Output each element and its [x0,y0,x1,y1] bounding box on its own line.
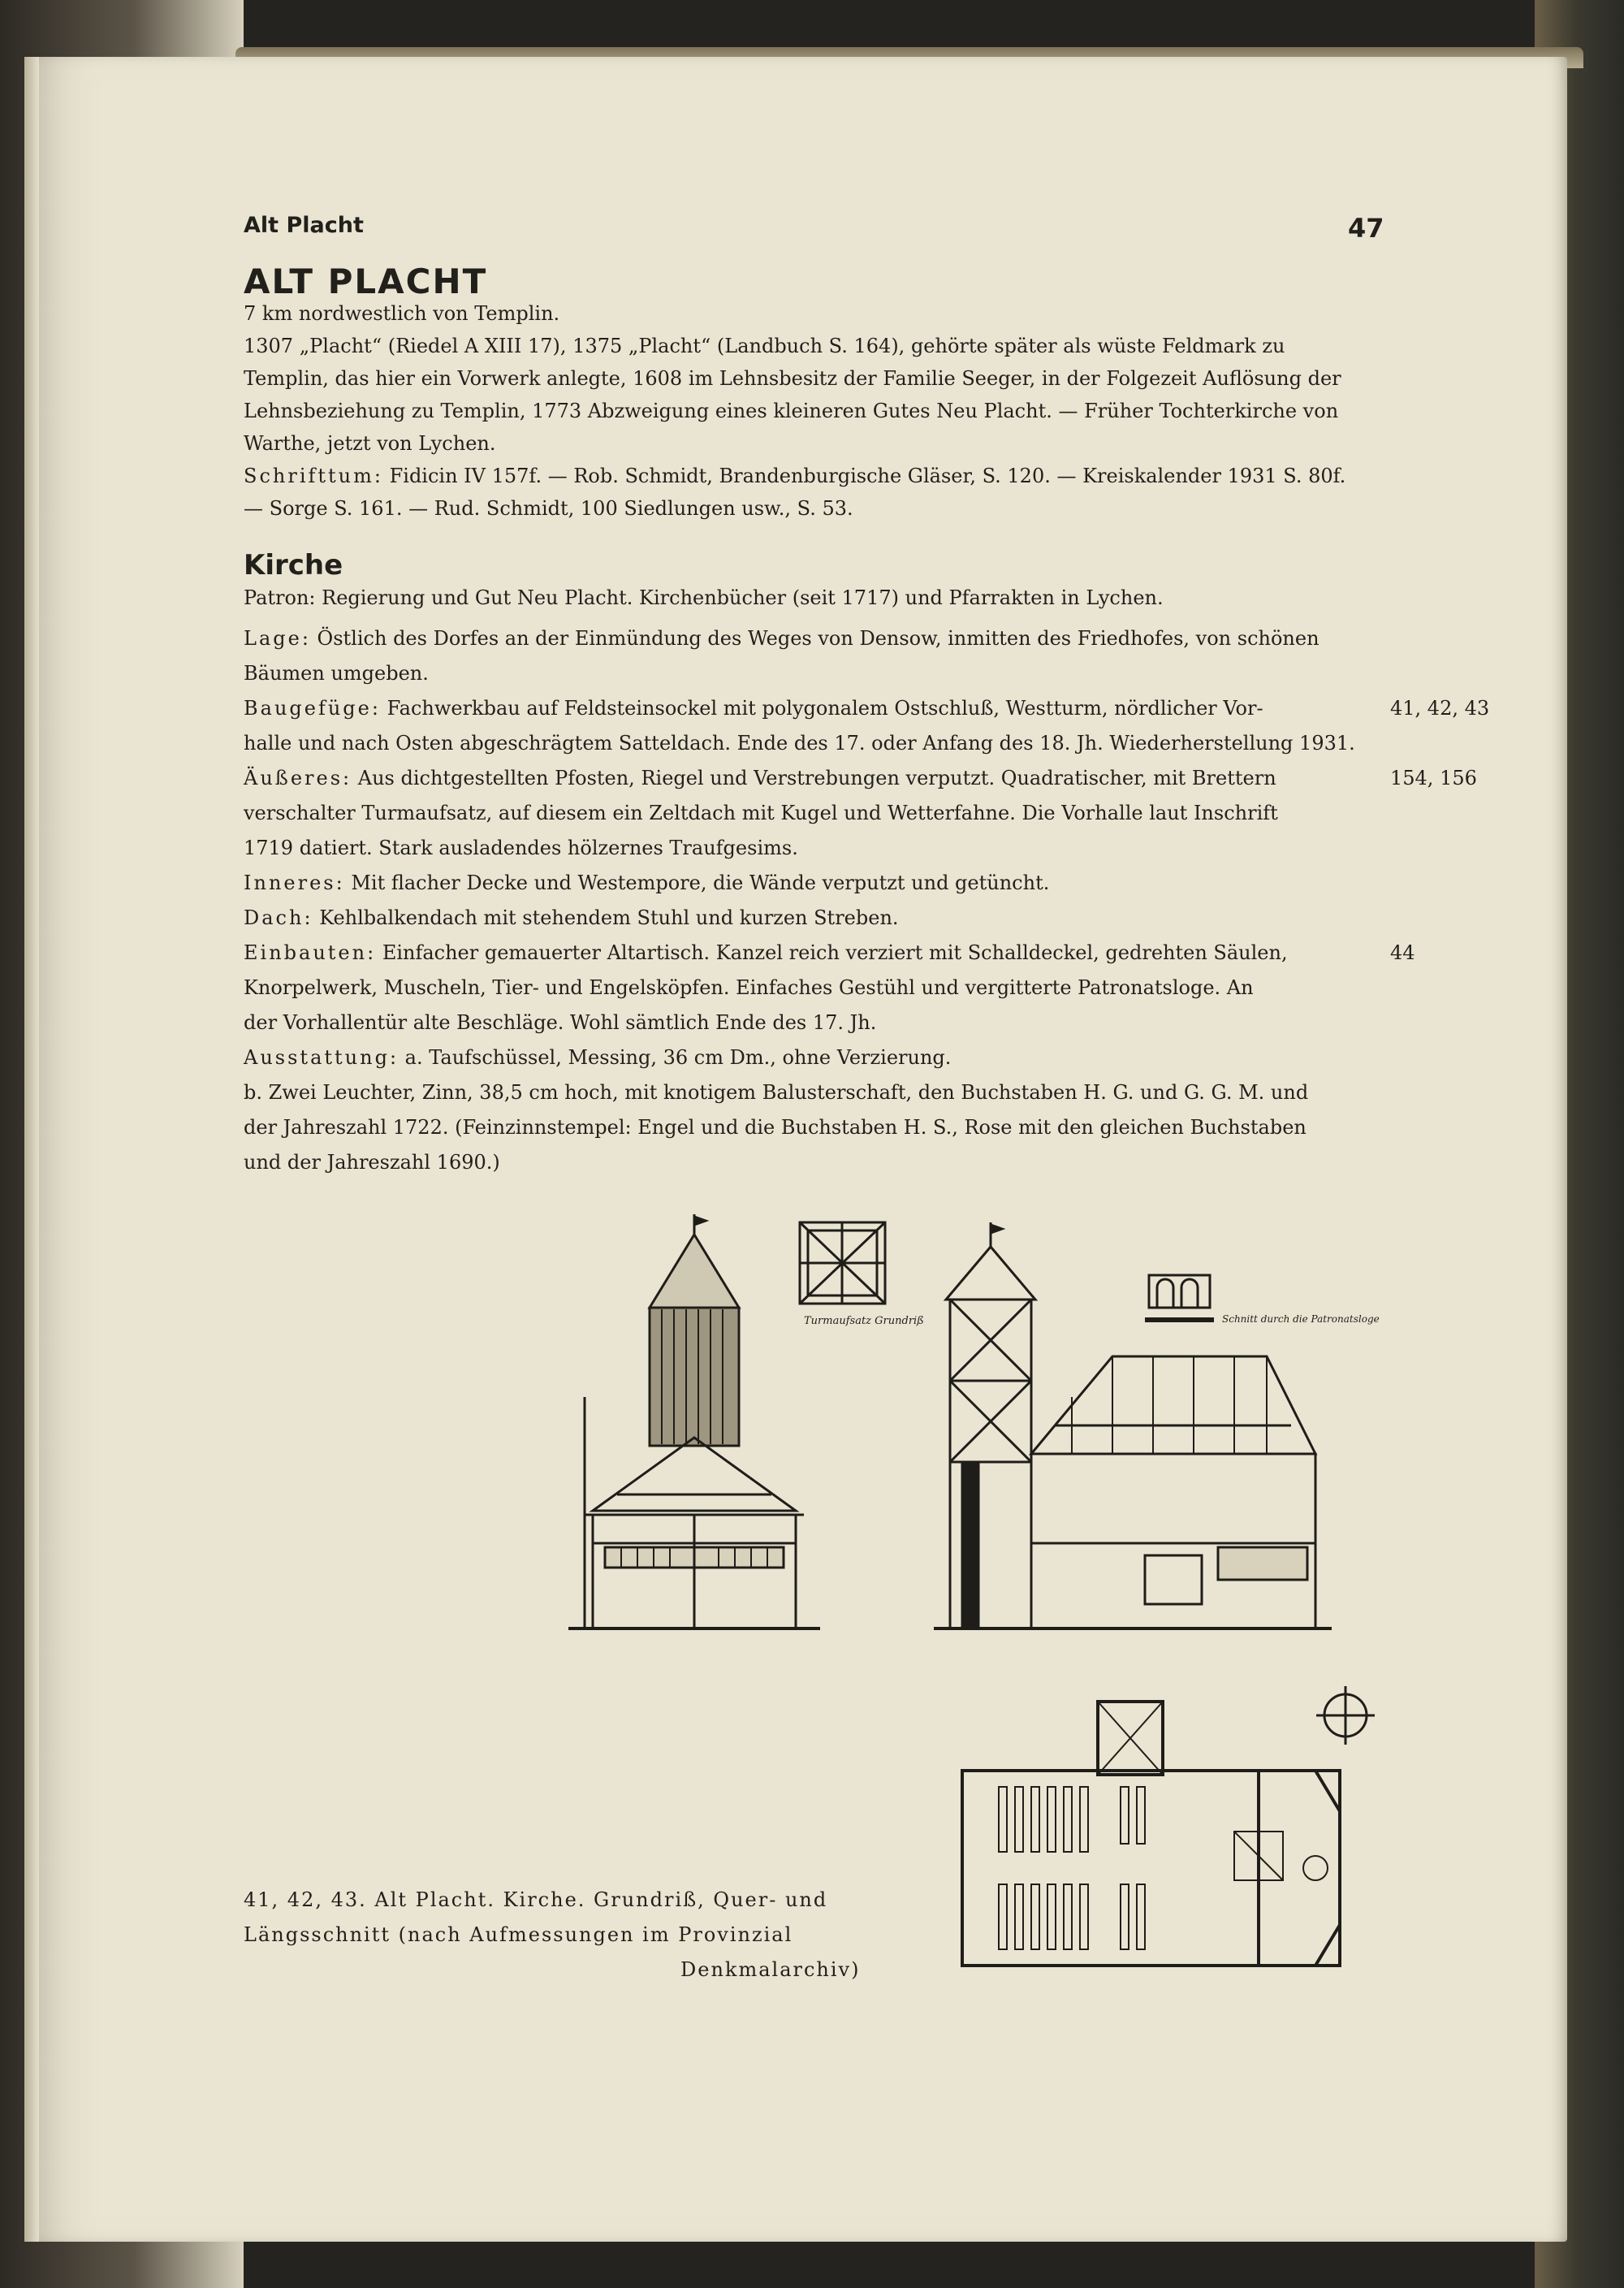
entry-text: Einfacher gemauerter Altartisch. Kanzel reich verziert mit Schalldeckel, gedrehten Säulen, [382,941,1288,964]
intro-line: Templin, das hier ein Vorwerk anlegte, 1608 im Lehnsbesitz der Familie Seeger, in der Folgezeit Auflösung der [244,367,1341,390]
entry-text: 1719 datiert. Stark ausladendes hölzernes Traufgesims. [244,837,798,859]
cross-section-drawing [568,1214,820,1628]
figure-caption-line: 41, 42, 43. Alt Placht. Kirche. Grundriß, Quer- und [244,1888,828,1911]
north-arrow-icon [1316,1686,1375,1745]
entry-text: b. Zwei Leuchter, Zinn, 38,5 cm hoch, mit knotigem Balusterschaft, den Buchstaben H. G. und G. G. M. und [244,1081,1309,1104]
literature-label: Schrifttum: [244,465,383,487]
entry-text: verschalter Turmaufsatz, auf diesem ein Zeltdach mit Kugel und Wetterfahne. Die Vorhalle laut Inschrift [244,802,1278,824]
running-header: Alt Placht [244,213,364,238]
intro-line: 1307 „Placht“ (Riedel A XIII 17), 1375 „Placht“ (Landbuch S. 164), gehörte später als wüste Feldmark zu [244,335,1285,357]
floor-plan-drawing [962,1702,1340,1966]
section-heading: Kirche [244,549,343,582]
page-number: 47 [1348,213,1384,244]
entry-label: Einbauten: [244,941,377,964]
entry-text: der Vorhallentür alte Beschläge. Wohl sämtlich Ende des 17. Jh. [244,1011,877,1034]
entry-text: Fachwerkbau auf Feldsteinsockel mit polygonalem Ostschluß, Westturm, nördlicher Vor- [387,697,1263,720]
intro-line: 7 km nordwestlich von Templin. [244,302,560,325]
entry-text: Mit flacher Decke und Westempore, die Wände verputzt und getüncht. [351,872,1050,894]
tower-plan-label: Turmaufsatz Grundriß [804,1315,924,1327]
page-title: ALT PLACHT [244,262,488,301]
tower-plan-drawing [800,1222,885,1304]
entry-text: Östlich des Dorfes an der Einmündung des Weges von Densow, inmitten des Friedhofes, von schönen [317,627,1320,650]
longitudinal-section-drawing [934,1222,1332,1628]
entry-text: Aus dichtgestellten Pfosten, Riegel und Verstrebungen verputzt. Quadratischer, mit Brettern [357,767,1276,789]
margin-ref: 154, 156 [1390,767,1477,789]
entry-label: Ausstattung: [244,1046,400,1069]
intro-line: Warthe, jetzt von Lychen. [244,432,496,455]
entry-text: Knorpelwerk, Muscheln, Tier- und Engelsköpfen. Einfaches Gestühl und vergitterte Patronatsloge. An [244,976,1254,999]
entry-label: Äußeres: [244,767,352,789]
entry-text: Kehlbalkendach mit stehendem Stuhl und kurzen Streben. [319,906,899,929]
entry-text: der Jahreszahl 1722. (Feinzinnstempel: Engel und die Buchstaben H. S., Rose mit den gleichen Buchstaben [244,1116,1307,1139]
margin-ref: 44 [1390,941,1415,964]
entry-text: halle und nach Osten abgeschrägtem Satteldach. Ende des 17. oder Anfang des 18. Jh. Wiederherstellung 1931. [244,732,1355,755]
entry-label: Lage: [244,627,311,650]
intro-line: Lehnsbeziehung zu Templin, 1773 Abzweigung eines kleineren Gutes Neu Placht. — Früher Tochterkirche von [244,400,1339,422]
figure-caption-line: Denkmalarchiv) [680,1958,861,1981]
entry-label: Dach: [244,906,313,929]
entry-label: Inneres: [244,872,345,894]
figure-caption-line: Längsschnitt (nach Aufmessungen im Provinzial [244,1923,793,1946]
margin-ref: 41, 42, 43 [1390,697,1490,720]
patron-line: Patron: Regierung und Gut Neu Placht. Kirchenbücher (seit 1717) und Pfarrakten in Lychen. [244,586,1164,609]
literature-line: — Sorge S. 161. — Rud. Schmidt, 100 Siedlungen usw., S. 53. [244,497,853,520]
entry-text: Bäumen umgeben. [244,662,429,685]
entry-text: und der Jahreszahl 1690.) [244,1151,500,1174]
patronatsloge-detail-drawing [1145,1275,1214,1320]
patronatsloge-label: Schnitt durch die Patronatsloge [1222,1313,1380,1325]
literature-text: Fidicin IV 157f. — Rob. Schmidt, Brandenburgische Gläser, S. 120. — Kreiskalender 1931 S. 80f. [389,465,1346,487]
entry-label: Baugefüge: [244,697,381,720]
entry-text: a. Taufschüssel, Messing, 36 cm Dm., ohne Verzierung. [404,1046,952,1069]
